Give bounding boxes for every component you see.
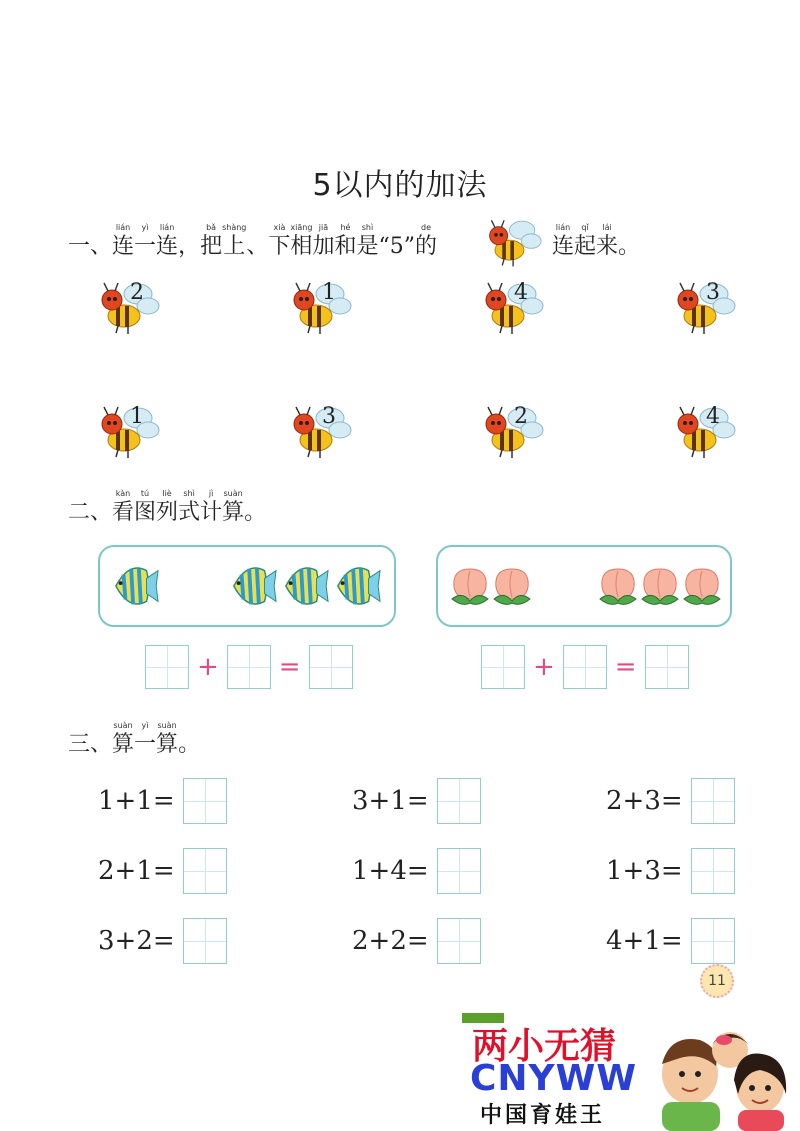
hanzi: 连 [156, 234, 179, 259]
fish-equation [145, 645, 353, 689]
hanzi: 算 [156, 732, 179, 757]
hanzi: 连 [552, 234, 575, 259]
ruby-char [268, 222, 290, 260]
page-title: 5以内的加法 [312, 168, 488, 203]
hanzi: 一 [134, 234, 157, 259]
calc-expression: 1+4= [352, 856, 429, 886]
answer-box[interactable] [691, 778, 735, 824]
hanzi: 图 [134, 500, 157, 525]
answer-box[interactable] [227, 645, 271, 689]
hanzi: 一 [134, 732, 157, 757]
hanzi: 连 [112, 234, 135, 259]
hanzi: 起 [574, 234, 597, 259]
hanzi: 看 [112, 500, 135, 525]
family-cartoon-icon [640, 1014, 800, 1131]
bee-card[interactable] [674, 276, 736, 338]
pinyin: suàn [157, 721, 177, 730]
hanzi: 上 [223, 234, 246, 259]
peach-icon [638, 563, 682, 607]
bee-icon [98, 400, 160, 462]
calc-item [98, 778, 227, 824]
pinyin: jiā [318, 223, 329, 232]
calc-expression: 2+2= [352, 926, 429, 956]
bee-card[interactable] [482, 400, 544, 462]
ruby-char [356, 222, 378, 260]
peach-equation [481, 645, 689, 689]
fish-icon [282, 557, 330, 615]
pinyin: shì [361, 223, 374, 232]
ruby-char [552, 222, 574, 260]
section3-number: 三、 [68, 732, 113, 757]
pinyin: xià [273, 223, 286, 232]
section3-heading [68, 720, 200, 758]
bee-card[interactable] [98, 276, 160, 338]
calc-expression: 2+1= [98, 856, 175, 886]
calc-item [98, 918, 227, 964]
page-number: 11 [700, 964, 734, 998]
pinyin: xiāng [290, 223, 313, 232]
calc-item [352, 918, 481, 964]
hanzi: ， [178, 234, 201, 259]
ruby-char [618, 222, 640, 260]
fish-icon [112, 557, 160, 615]
ruby-char [415, 222, 437, 260]
peach-panel [436, 545, 732, 627]
answer-box[interactable] [437, 778, 481, 824]
ruby-char [134, 720, 156, 758]
answer-box[interactable] [437, 848, 481, 894]
section2-number: 二、 [68, 500, 113, 525]
pinyin: shàng [222, 223, 247, 232]
pinyin: yì [141, 721, 149, 730]
pinyin: kàn [115, 489, 131, 498]
plus-sign: + [197, 652, 219, 682]
hanzi: “5” [378, 234, 415, 259]
bee-icon [290, 276, 352, 338]
peach-icon [680, 563, 724, 607]
bee-number: 4 [706, 404, 720, 429]
calc-item [98, 848, 227, 894]
ruby-char [290, 222, 312, 260]
ruby-char [134, 222, 156, 260]
bee-icon [482, 400, 544, 462]
pinyin: yì [141, 223, 149, 232]
bee-card[interactable] [674, 400, 736, 462]
section1-number: 一、 [68, 234, 113, 259]
watermark-line3: 中国育娃王 [480, 1103, 606, 1128]
answer-box[interactable] [691, 848, 735, 894]
fish-icon [230, 557, 278, 615]
calc-expression: 3+2= [98, 926, 175, 956]
ruby-char [178, 720, 200, 758]
peach-icon [490, 563, 534, 607]
calc-expression: 3+1= [352, 786, 429, 816]
bee-icon [482, 276, 544, 338]
ruby-char [244, 488, 266, 526]
bee-icon [98, 276, 160, 338]
bee-number: 4 [514, 280, 528, 305]
ruby-char [246, 222, 268, 260]
answer-box[interactable] [437, 918, 481, 964]
calc-expression: 1+3= [606, 856, 683, 886]
pinyin: tú [140, 489, 150, 498]
answer-box[interactable] [309, 645, 353, 689]
pinyin: suàn [223, 489, 243, 498]
plus-sign: + [533, 652, 555, 682]
bee-card[interactable] [98, 400, 160, 462]
calc-expression: 1+1= [98, 786, 175, 816]
equals-sign: = [614, 652, 637, 682]
pinyin: bǎ [206, 223, 217, 232]
pinyin: lián [115, 223, 131, 232]
ruby-char [178, 488, 200, 526]
hanzi: 和 [334, 234, 357, 259]
ruby-char [334, 222, 356, 260]
ruby-char [178, 222, 200, 260]
section2-heading [68, 488, 266, 526]
watermark-line2: CNYWW [470, 1058, 638, 1099]
hanzi: 来 [596, 234, 619, 259]
bee-number: 1 [130, 404, 144, 429]
bee-number: 2 [514, 404, 528, 429]
pinyin: shì [183, 489, 195, 498]
calc-item [352, 848, 481, 894]
answer-box[interactable] [691, 918, 735, 964]
peach-icon [596, 563, 640, 607]
ruby-char [222, 488, 244, 526]
calc-expression: 4+1= [606, 926, 683, 956]
fish-panel [98, 545, 396, 627]
pinyin: lái [602, 223, 612, 232]
bee-number: 1 [322, 280, 336, 305]
hanzi: 。 [618, 234, 641, 259]
calc-item [606, 848, 735, 894]
ruby-char [200, 488, 222, 526]
ruby-char [200, 222, 222, 260]
bee-icon [674, 400, 736, 462]
answer-box[interactable] [183, 848, 227, 894]
ruby-char [222, 222, 246, 260]
answer-box[interactable] [183, 918, 227, 964]
hanzi: 是 [356, 234, 379, 259]
answer-box[interactable] [183, 778, 227, 824]
bee-number: 3 [706, 280, 720, 305]
equals-sign: = [278, 652, 301, 682]
pinyin: hé [340, 223, 351, 232]
hanzi: 。 [178, 732, 201, 757]
fish-icon [334, 557, 382, 615]
hanzi: 的 [414, 234, 437, 259]
ruby-char [574, 222, 596, 260]
answer-box[interactable] [645, 645, 689, 689]
bee-number: 3 [322, 404, 336, 429]
hanzi: 、 [246, 234, 269, 259]
ruby-char [378, 222, 415, 260]
hanzi: 。 [244, 500, 267, 525]
calc-item [606, 918, 735, 964]
bee-icon [290, 400, 352, 462]
calc-item [352, 778, 481, 824]
ruby-char [596, 222, 618, 260]
pinyin: jì [208, 489, 214, 498]
bee-card[interactable] [290, 400, 352, 462]
ruby-char [156, 720, 178, 758]
peach-icon [448, 563, 492, 607]
section1-heading-tail [552, 222, 640, 260]
hanzi: 相 [290, 234, 313, 259]
bee-number: 2 [130, 280, 144, 305]
ruby-char [156, 488, 178, 526]
answer-box[interactable] [481, 645, 525, 689]
pinyin: suàn [113, 721, 133, 730]
watermark-line1: 两小无猜 [472, 1026, 617, 1067]
ruby-char [112, 488, 134, 526]
bee-icon [486, 214, 542, 270]
hanzi: 列 [156, 500, 179, 525]
pinyin: liè [162, 489, 172, 498]
calc-expression: 2+3= [606, 786, 683, 816]
answer-box[interactable] [563, 645, 607, 689]
hanzi: 计 [200, 500, 223, 525]
hanzi: 下 [268, 234, 291, 259]
calc-item [606, 778, 735, 824]
hanzi: 加 [312, 234, 335, 259]
pinyin: lián [159, 223, 175, 232]
ruby-char [312, 222, 334, 260]
pinyin: lián [555, 223, 571, 232]
ruby-char [112, 720, 134, 758]
hanzi: 把 [200, 234, 223, 259]
bee-icon [674, 276, 736, 338]
ruby-char [112, 222, 134, 260]
pinyin: qǐ [581, 223, 589, 232]
hanzi: 算 [112, 732, 135, 757]
section1-heading [68, 222, 437, 260]
bee-card[interactable] [290, 276, 352, 338]
hanzi: 算 [222, 500, 245, 525]
hanzi: 式 [178, 500, 201, 525]
pinyin: de [420, 223, 431, 232]
bee-card[interactable] [482, 276, 544, 338]
ruby-char [134, 488, 156, 526]
ruby-char [156, 222, 178, 260]
answer-box[interactable] [145, 645, 189, 689]
